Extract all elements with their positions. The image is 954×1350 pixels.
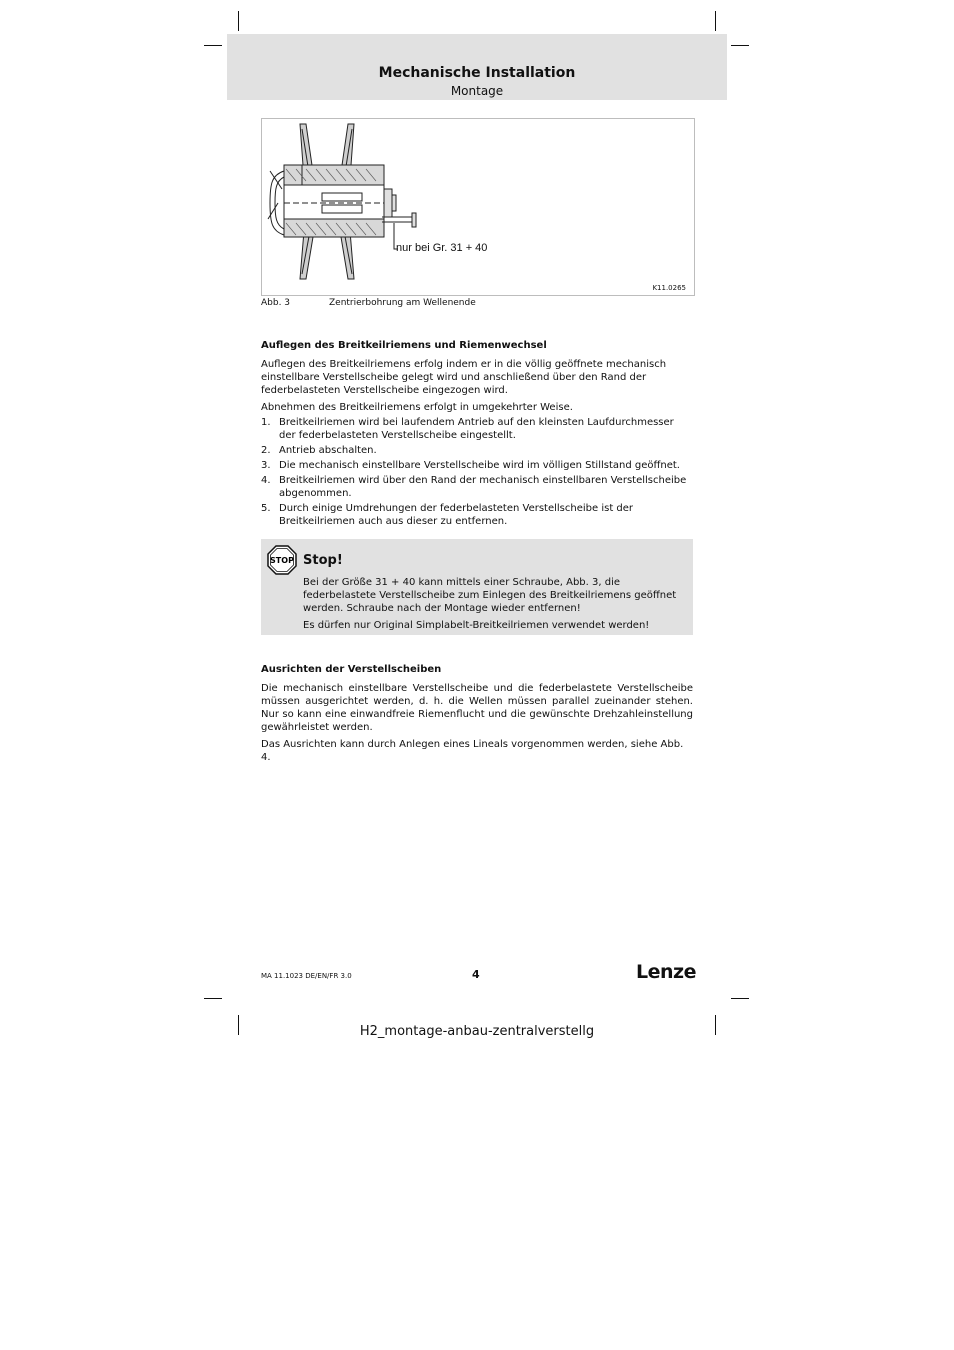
file-label: H2_montage-anbau-zentralverstellg [359, 1024, 595, 1039]
paragraph: Das Ausrichten kann durch Anlegen eines Lineals vorgenommen werden, siehe Abb. 4. [261, 739, 684, 763]
stop-paragraph: Bei der Größe 31 + 40 kann mittels einer Schraube, Abb. 3, die federbelastete Verstellscheibe zum Einlegen des Breitkeilriemens geöffnet werden. Schraube nach der Montage wieder entfernen! [303, 577, 677, 614]
list-item: 2. Antrieb abschalten. [261, 445, 377, 456]
crop-mark [731, 998, 749, 999]
crop-mark [204, 45, 222, 46]
crop-mark [204, 998, 222, 999]
page-title: Mechanische Installation [378, 65, 576, 81]
figure-code: K11.0265 [652, 284, 686, 292]
page-number: 4 [472, 968, 480, 981]
crop-mark [715, 11, 716, 31]
stop-text [303, 576, 685, 636]
paragraph: Die mechanisch einstellbare Verstellscheibe und die federbelastete Verstellscheibe müssen ausgerichtet werden, d. h. die Wellen müssen parallel zueinander stehen. Nur so kann eine einwandfreie Riemenflucht und die gewünschte Drehzahleinstellung gewährleistet werden. [261, 683, 693, 733]
figure-caption [261, 298, 476, 308]
list-item: 5. Durch einige Umdrehungen der federbelasteten Verstellscheibe ist der Breitkeilriemen auch aus dieser zu entfernen. [261, 503, 634, 527]
stop-paragraph: Es dürfen nur Original Simplabelt-Breitkeilriemen verwendet werden! [303, 620, 650, 631]
stop-sign-icon [267, 545, 297, 575]
crop-mark [238, 11, 239, 31]
svg-text:STOP: STOP [270, 556, 294, 565]
paragraph: Auflegen des Breitkeilriemens erfolg indem er in die völlig geöffnete mechanisch einstellbare Verstellscheibe gelegt wird und anschließend über den Rand der federbelasteten Verstellscheibe eingezogen wird. [261, 359, 667, 396]
page-header [227, 34, 727, 100]
section-heading-ausrichten: Ausrichten der Verstellscheiben [261, 664, 442, 675]
figure-note: nur bei Gr. 31 + 40 [396, 242, 488, 254]
caption-text: Zentrierbohrung am Wellenende [329, 298, 476, 308]
caption-label: Abb. 3 [261, 298, 291, 308]
pulley-drawing-icon [262, 119, 694, 295]
page-subtitle: Montage [450, 84, 504, 98]
list-item: 1. Breitkeilriemen wird bei laufendem Antrieb auf den kleinsten Laufdurchmesser der federbelasteten Verstellscheibe eingestellt. [261, 417, 674, 441]
steps-list [261, 416, 693, 530]
lenze-logo: Lenze [636, 961, 696, 983]
section-heading-riemen: Auflegen des Breitkeilriemens und Riemenwechsel [261, 340, 547, 351]
list-item: 4. Breitkeilriemen wird über den Rand der mechanisch einstellbaren Verstellscheibe abgenommen. [261, 475, 687, 499]
crop-mark [731, 45, 749, 46]
footer-doc-number: MA 11.1023 DE/EN/FR 3.0 [261, 972, 352, 980]
list-item: 3. Die mechanisch einstellbare Verstellscheibe wird im völligen Stillstand geöffnet. [261, 460, 680, 471]
stop-title: Stop! [303, 553, 343, 568]
paragraph: Abnehmen des Breitkeilriemens erfolgt in umgekehrter Weise. [261, 402, 573, 413]
stop-notice [261, 539, 693, 635]
figure-pulley-drawing [261, 118, 695, 296]
